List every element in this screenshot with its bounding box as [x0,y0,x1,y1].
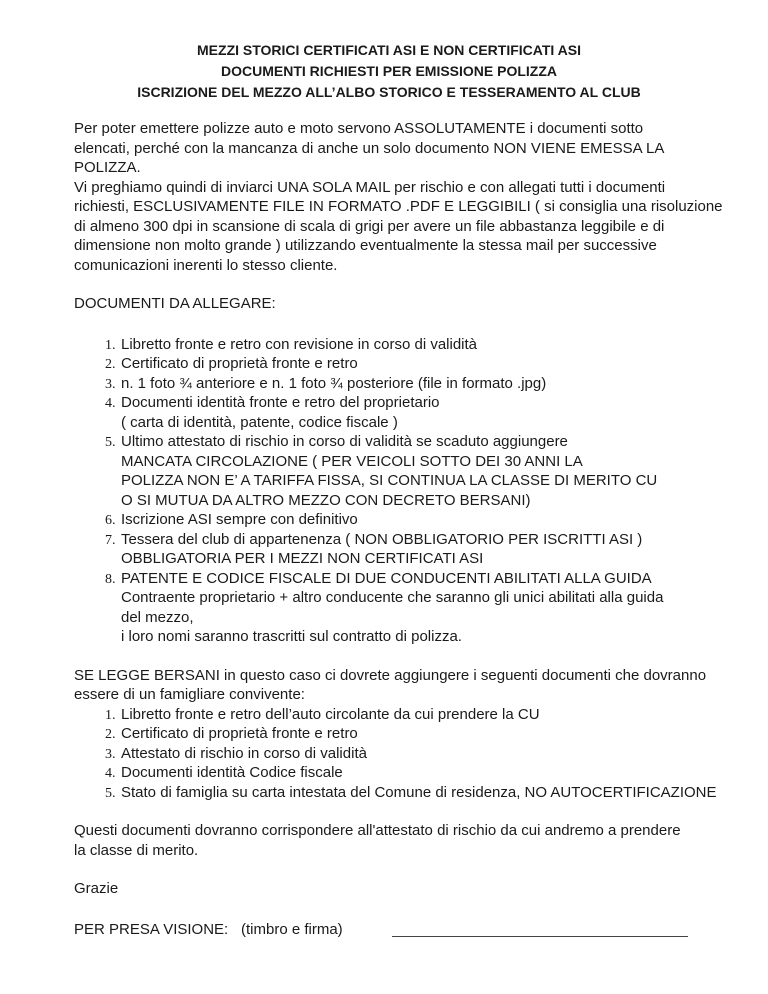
list-item-text: 7. Tessera del club di appartenenza ( NON OBBLIGATORIO PER ISCRITTI ASI ) [121,530,643,548]
list-item [119,393,714,432]
intro-line: Vi preghiamo quindi di inviarci UNA SOLA MAIL per rischio e con allegati tutti i documenti [74,178,666,196]
intro-line: POLIZZA. [74,159,141,176]
document-page [74,40,723,940]
intro-line: di almeno 300 dpi in scansione di scala di grigi per avere un file abbastanza leggibile e di [74,217,665,235]
list-item-text: 5. Stato di famiglia su carta intestata del Comune di residenza, NO AUTOCERTIFICAZIONE [121,783,717,801]
list-item [119,335,714,355]
list-item [119,510,714,530]
title-line-1: MEZZI STORICI CERTIFICATI ASI E NON CERTIFICATI ASI [197,42,581,58]
list-item-text: 3. n. 1 foto ¾ anteriore e n. 1 foto ¾ posteriore (file in formato .jpg) [121,374,547,392]
list-item-text: MANCATA CIRCOLAZIONE ( PER VEICOLI SOTTO DEI 30 ANNI LA [121,452,583,470]
documents-list [74,335,714,647]
list-item [119,569,714,647]
signature-stamp-hint: (timbro e firma) [241,920,343,938]
list-item-text: del mezzo, [121,608,194,626]
closing-line: Questi documenti dovranno corrispondere all'attestato di rischio da cui andremo a prendere [74,822,681,839]
signature-line [392,936,688,937]
intro-line: comunicazioni inerenti lo stesso cliente. [74,256,338,274]
intro-line: richiesti, ESCLUSIVAMENTE FILE IN FORMATO .PDF E LEGGIBILI ( si consiglia una risoluzione [74,198,723,215]
list-item [119,432,714,510]
list-item-text: OBBLIGATORIA PER I MEZZI NON CERTIFICATI ASI [121,550,484,567]
list-item: 3. Attestato di rischio in corso di validità [119,744,714,764]
thanks-text: Grazie [74,880,119,897]
list-item-text: 2. Certificato di proprietà fronte e retro [121,355,358,372]
list-item-text: 5. Ultimo attestato di rischio in corso di validità se scaduto aggiungere [121,433,568,450]
title-line-2: DOCUMENTI RICHIESTI PER EMISSIONE POLIZZA [220,63,558,79]
list-item [119,354,714,374]
list-item [119,783,717,803]
closing-line: la classe di merito. [74,841,199,859]
list-item-text: 8. PATENTE E CODICE FISCALE DI DUE CONDUCENTI ABILITATI ALLA GUIDA [121,569,652,587]
list-item-text: 1. Libretto fronte e retro con revisione in corso di validità [121,335,478,353]
list-item-text: Contraente proprietario + altro conducente che saranno gli unici abilitati alla guida [121,589,664,606]
list-item [119,530,714,569]
documents-heading: DOCUMENTI DA ALLEGARE: [74,295,276,312]
bersani-paragraph [74,666,714,705]
list-item-text: POLIZZA NON E’ A TARIFFA FISSA, SI CONTINUA LA CLASSE DI MERITO CU [121,472,658,489]
title-line-3: ISCRIZIONE DEL MEZZO ALL’ALBO STORICO E TESSERAMENTO AL CLUB [137,84,641,100]
document-title [64,40,714,103]
bersani-line: essere di un famigliare convivente: [74,686,305,703]
bersani-line: SE LEGGE BERSANI in questo caso ci dovrete aggiungere i seguenti documenti che dovranno [74,666,707,684]
list-item: 2. Certificato di proprietà fronte e retro [119,724,714,744]
list-item [119,374,714,394]
list-item-text: 4. Documenti identità fronte e retro del proprietario [121,394,440,411]
list-item: 4. Documenti identità Codice fiscale [119,763,714,783]
list-item-text: i loro nomi saranno trascritti sul contratto di polizza. [121,628,462,645]
closing-paragraph [74,821,714,860]
bersani-documents-list [74,705,717,803]
list-item: 1. Libretto fronte e retro dell’auto circolante da cui prendere la CU [119,705,714,725]
list-item-text: 6. Iscrizione ASI sempre con definitivo [121,511,358,528]
signature-row [74,920,714,940]
list-item-text: O SI MUTUA DA ALTRO MEZZO CON DECRETO BERSANI) [121,491,531,509]
signature-label: PER PRESA VISIONE: [74,920,229,938]
intro-line: dimensione non molto grande ) utilizzando eventualmente la stessa mail per successive [74,237,657,254]
intro-line: elencati, perché con la mancanza di anche un solo documento NON VIENE EMESSA LA [74,139,665,157]
list-item-text: ( carta di identità, patente, codice fiscale ) [121,413,398,431]
intro-line: Per poter emettere polizze auto e moto servono ASSOLUTAMENTE i documenti sotto [74,120,644,137]
intro-paragraph [74,119,723,275]
